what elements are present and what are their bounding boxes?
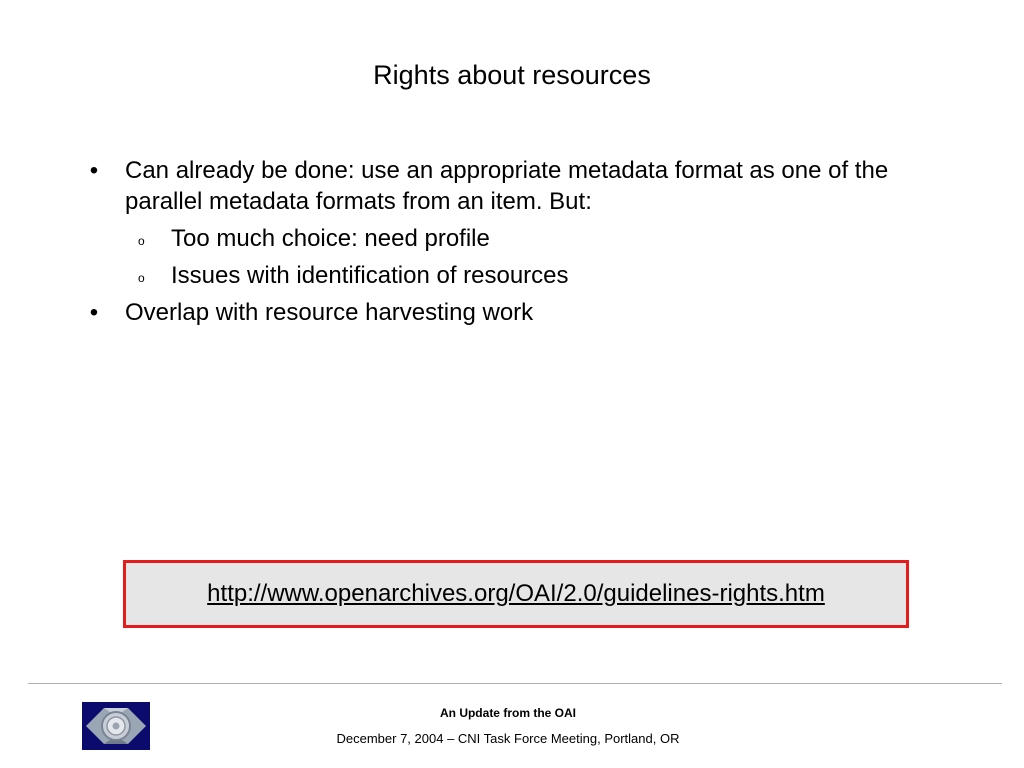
- bullet-list: [84, 155, 944, 328]
- sub-bullet-marker: o: [138, 234, 145, 248]
- footer-title: An Update from the OAI: [439, 706, 576, 720]
- bullet-text: Can already be done: use an appropriate metadata format as one of the parallel metadata formats from an item. But:: [125, 157, 889, 215]
- footer-divider: [28, 683, 1002, 684]
- footer-subtitle: December 7, 2004 – CNI Task Force Meeting, Portland, OR: [336, 731, 680, 746]
- bullet-marker: •: [89, 299, 99, 326]
- sub-bullet-item: [84, 260, 944, 291]
- sub-bullet-item: [84, 223, 944, 254]
- sub-bullet-text: Issues with identification of resources: [171, 262, 569, 289]
- bullet-text: Overlap with resource harvesting work: [125, 299, 534, 326]
- bullet-item: [84, 297, 944, 328]
- slide-title: Rights about resources: [373, 60, 651, 90]
- bullet-item: [84, 155, 944, 217]
- link-box: [123, 560, 909, 628]
- guidelines-link[interactable]: http://www.openarchives.org/OAI/2.0/guidelines-rights.htm: [207, 580, 825, 607]
- sub-bullet-text: Too much choice: need profile: [171, 225, 490, 252]
- sub-bullet-marker: o: [138, 271, 145, 285]
- bullet-marker: •: [89, 157, 99, 184]
